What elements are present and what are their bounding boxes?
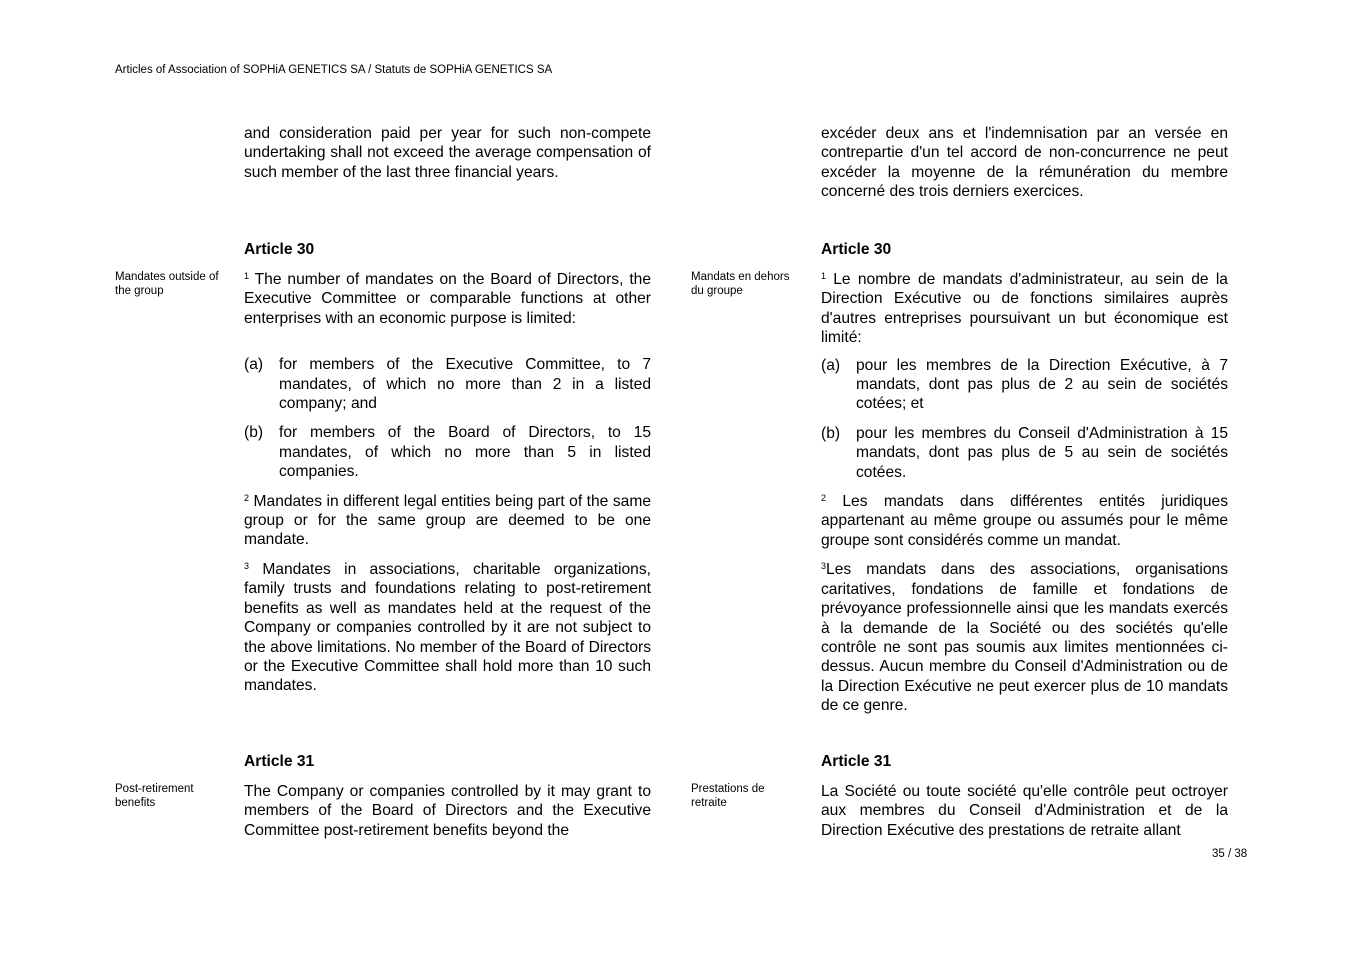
right-article-30-heading: Article 30: [821, 241, 892, 258]
left-intro-paragraph: and consideration paid per year for such non-compete undertaking shall not exceed the average compensation of such member of the last three financial years.: [244, 125, 651, 181]
left-art30-para-2: $^2$ Mandates in different legal entities being part of the same group or for the same group are deemed to be one mandate.: [244, 492, 651, 549]
right-article-31-heading: Article 31: [821, 753, 892, 770]
right-art30-item-b: (b) pour les membres du Conseil d'Administration à 15 mandats, dont pas plus de 5 au sein de sociétés cotées.: [821, 424, 1228, 481]
right-article-30-body: [821, 270, 1228, 716]
left-article-31-body: The Company or companies controlled by it may grant to members of the Board of Directors and the Executive Committee post-retirement benefits beyond the: [244, 783, 651, 839]
right-art30-para-2: $^2$ Les mandats dans différentes entités juridiques appartenant au même groupe ou assumés pour le même groupe sont considérés comme un mandat.: [821, 493, 1228, 549]
left-art30-para-1: $^1$ The number of mandates on the Board of Directors, the Executive Committee or comparable functions at other enterprises with an economic purpose is limited:: [244, 271, 651, 327]
page-header: Articles of Association of SOPHiA GENETICS SA / Statuts de SOPHiA GENETICS SA: [115, 64, 553, 76]
right-art30-para-3: $^3$Les mandats dans des associations, organisations caritatives, fondations de famille et fondations de prévoyance professionnelle ainsi que les mandats exercés à la demande de la Société ou des sociétés qu'elle contrôle ne sont pas soumis aux limites mentionnées ci-dessus. Aucun membre du Conseil d'Administration ou de la Direction Exécutive ne peut exercer plus de 10 mandats de ce genre.: [821, 561, 1228, 715]
page-number: 35 / 38: [1212, 848, 1248, 860]
left-article-31-heading: Article 31: [244, 753, 315, 770]
left-article-30-body: [244, 270, 651, 696]
right-intro-paragraph: excéder deux ans et l'indemnisation par an versée en contrepartie d'un tel accord de non-concurrence ne peut excéder la moyenne de la rémunération du membre concerné des trois derniers exercices.: [821, 125, 1228, 201]
right-article-31-side-title: Prestations de retraite: [691, 783, 765, 809]
right-art30-para-1: $^1$ Le nombre de mandats d'administrateur, au sein de la Direction Exécutive ou de fonctions similaires auprès d'autres entreprises poursuivant un but économique est limité:: [821, 271, 1228, 347]
right-article-30-side-title: Mandats en dehors du groupe: [691, 271, 790, 297]
left-art30-item-b: (b) for members of the Board of Directors, to 15 mandates, of which no more than 5 in listed companies.: [244, 424, 651, 481]
right-article-31-body: La Société ou toute société qu'elle contrôle peut octroyer aux membres du Conseil d'Administration et de la Direction Exécutive des prestations de retraite allant: [821, 783, 1228, 839]
left-art30-para-3: $^3$ Mandates in associations, charitable organizations, family trusts and foundations relating to post-retirement benefits as well as mandates held at the request of the Company or companies controlled by it are not subject to the above limitations. No member of the Board of Directors or the Executive Committee shall hold more than 10 such mandates.: [244, 560, 651, 695]
left-article-30-heading: Article 30: [244, 241, 315, 258]
left-article-31-side-title: Post-retirement benefits: [115, 783, 194, 809]
left-art30-item-a: (a) for members of the Executive Committee, to 7 mandates, of which no more than 2 in a listed company; and: [244, 356, 651, 413]
left-article-30-side-title: Mandates outside of the group: [115, 271, 219, 297]
right-art30-item-a: (a) pour les membres de la Direction Exécutive, à 7 mandats, dont pas plus de 2 au sein de sociétés cotées; et: [821, 356, 1228, 413]
